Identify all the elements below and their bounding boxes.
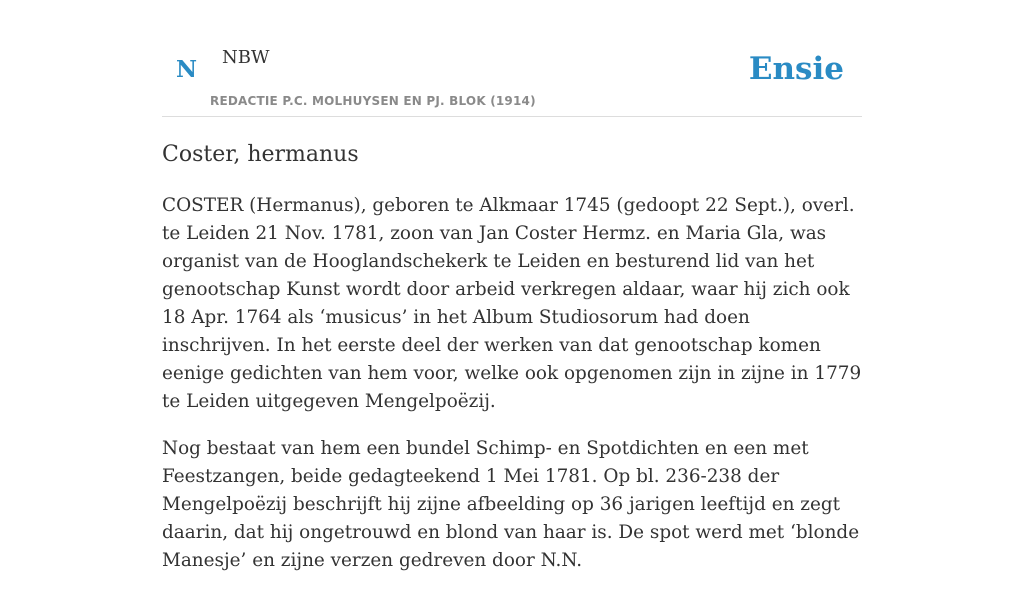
- source-logo[interactable]: N: [176, 56, 198, 83]
- article-body: [162, 192, 862, 594]
- source-header: [162, 0, 862, 117]
- source-name[interactable]: NBW: [222, 47, 270, 68]
- article-paragraph: COSTER (Hermanus), geboren te Alkmaar 1745 (gedoopt 22 Sept.), overl. te Leiden 21 Nov. 1781, zoon van Jan Coster Hermz. en Maria Gla, was organist van de Hooglandschekerk te Leiden en besturend lid van het genootschap Kunst wordt door arbeid verkregen aldaar, waar hij zich ook 18 Apr. 1764 als ‘musicus’ in het Album Studiosorum had doen inschrijven. In het eerste deel der werken van dat genootschap komen eenige gedichten van hem voor, welke ook opgenomen zijn in zijne in 1779 te Leiden uitgegeven Mengelpoëzij.: [162, 195, 862, 412]
- article-title: Coster, hermanus: [162, 142, 359, 167]
- source-subtitle: REDACTIE P.C. MOLHUYSEN EN PJ. BLOK (1914): [210, 94, 536, 108]
- article-paragraph: Nog bestaat van hem een bundel Schimp- en Spotdichten en een met Feestzangen, beide gedagteekend 1 Mei 1781. Op bl. 236-238 der Mengelpoëzij beschrijft hij zijne afbeelding op 36 jarigen leeftijd en zegt daarin, dat hij ongetrouwd en blond van haar is. De spot werd met ‘blonde Manesje’ en zijne verzen gedreven door N.N.: [162, 438, 860, 571]
- brand-logo[interactable]: Ensie: [748, 51, 844, 87]
